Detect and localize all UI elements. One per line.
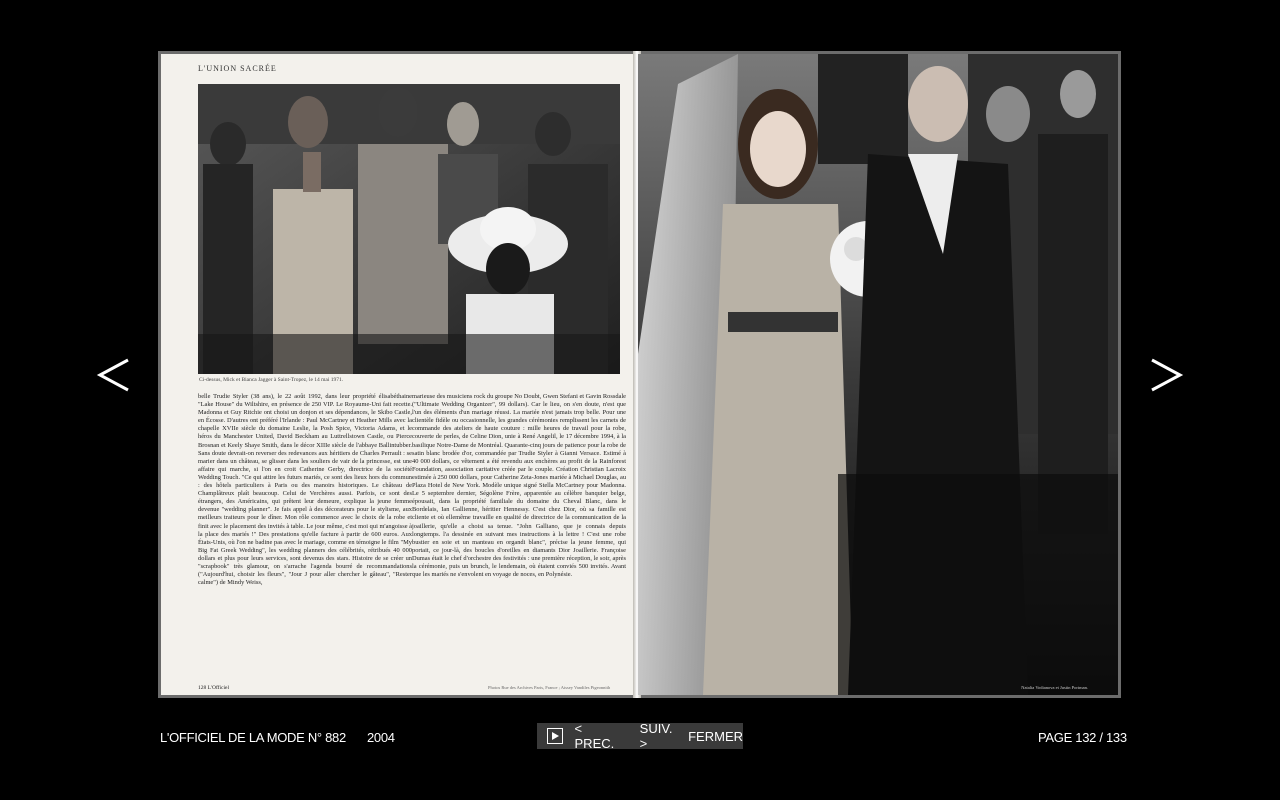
photo-credit-right: Natalia Vodianova et Justin Portman. (1021, 685, 1088, 690)
next-button[interactable]: SUIV. > (639, 721, 673, 751)
section-label: L'UNION SACRÉE (198, 64, 277, 73)
magazine-spread[interactable] (158, 51, 1121, 698)
prev-button[interactable]: < PREC. (574, 721, 615, 751)
chevron-right-icon (1146, 350, 1186, 400)
page-indicator: PAGE 132 / 133 (1038, 730, 1127, 745)
right-page (638, 54, 1118, 695)
next-page-arrow[interactable] (1146, 350, 1186, 400)
article-column-2: marieuse des musiciens rock du groupe No Doubt, Gwen Stefani et Gavin Rossdale ("Ultimate Wedding Organizer", 99 dollars). Car le lieu, on s'en doute, n'est que l'un des éléments d'un mariage réussi. La mariée n'est jamais trop belle. Pour une clientèle fidèle ou occasionnelle, les grandes cérémonies remplissent les carnets de commande des ateliers de haute couture : mille heures de travail pour la robe, couverte de perles, de Celine Dion, unie à René Angelil, le 17 décembre 1994, à la basilique Notre-Dame de Montréal. Quarante-cinq jours de patience pour la robe de satin blanc brodée d'or, commandée par Trudie Styler à Gianni Versace. Estimé à 40 000 dollars, ce vêtement a été revendu aux enchères au profit de la Rainforest Foundation, association caritative créée par le couple. Création Christian Lacroix estimée à 250 000 dollars, pour Catherine Zeta-Jones mariée à Michael Douglas, au Plaza Hotel de New York. Modèle unique signé Stella McCartney pour Madonna. Le 5 septembre dernier, Ségolène Frère, apparentée au célèbre banquier belge, épousait, dans la propriété familiale du domaine du Cheval Blanc, dans le Bordelais, Ian Gallienne, héritier Hennessy. C'est chez Dior, où sa famille est cliente et où ellemême travaille en qualité de directrice de la communication de la joaillerie, qu'elle a choisi sa tenue. "John Galliano, que je connais depuis longtemps. l'a dessinée en suivant mes instructions à la lettre ! C'est une robe bustier en soie et un manteau en organdi blanc", précise la jeune femme, qui portait, ce jour-là, des boucles d'oreilles en diamants Dior Joaillerie. Françoise Dumas était le chef d'orchestre des festivités : une première réception, le soir, après la cérémonie, puis un brunch, le lendemain, où étaient conviés 500 invités. Avant que les mariés ne s'envolent en voyage de noces, en Polynésie. (412, 393, 626, 579)
viewer-controls (537, 723, 743, 749)
play-button[interactable] (547, 728, 563, 744)
issue-year: 2004 (367, 730, 395, 745)
play-icon (551, 732, 559, 740)
photo-credit: Photos Rue des Archives Paris, France ; Aissey Vandiles Pigeonnith (488, 685, 611, 690)
chevron-left-icon (94, 350, 134, 400)
article-column-1: belle Trudie Styler (38 ans), le 22 août 1992, dans leur propriété élisabéthaine "Lake House" du Wiltshire, en présence de 250 VIP. Le Royaume-Uni fait recette. Madonna et Guy Ritchie ont choisi un donjon et ses dépendances, le Skibo Castle, en Écosse. D'autres ont préféré l'Irlande : Paul McCartney et Heather Mills avec la chapelle XVIIe siècle du domaine Leslie, la Posh Spice, Victoria Adams, et le héros du Manchester United, David Beckham au Luttrellstown Castle, ou Pierce Brosnan et Keely Shaye Smith, dans le décor XIIIe siècle de l'abbaye Ballintubber. Sans doute devrait-on reverser des redevances aux héritiers de Charles Perrault : se marier dans un château, se glisser dans les souliers de vair de la princesse, est une affaire qui marche, si l'on en croit Catherine Gerby, directrice de la société Wedding Touch. "Ce qui attire les futurs mariés, ce sont des lieux hors du commun : des hôtels particuliers à Paris ou des manoirs historiques. Le château de Champlâtreux plaît beaucoup. Celui de Verchères aussi. Parfois, ce sont des étrangers, des Américains, qui prêtent leur demeure, explique la jeune femme devenue "wedding planner". Je fais appel à des décorateurs pour le stylisme, aux meilleurs traiteurs pour le dîner. Mon rôle commence avec le choix de la robe et finit avec le placement des invités à table. Le jour même, c'est moi qui m'angoisse à la place des mariés !" Des prestations qu'elle facture à partir de 600 euros. Aux États-Unis, où l'on ne badine pas avec le mariage, comme en témoigne le film "My Big Fat Greek Wedding", les wedding planners des célébrités, rétribués 40 000 dollars et plus pour leurs services, sont devenus des stars. Histoire de se créer un "scrapbook" très glamour, on s'arrache l'agenda bourré de recommandations ("Aujourd'hui, choisir les fleurs", "Jour J pour aller chercher le gâteau", "Rester calme") de Mindy Weiss, (198, 393, 412, 587)
close-button[interactable]: FERMER (688, 728, 743, 744)
left-page (161, 54, 636, 695)
page-folio: 128 L'Officiel (198, 685, 229, 691)
wedding-photo-left (198, 84, 620, 374)
wedding-photo-right (638, 54, 1118, 695)
magazine-title: L'OFFICIEL DE LA MODE N° 882 (160, 730, 346, 745)
prev-page-arrow[interactable] (94, 350, 134, 400)
photo-caption: Ci-dessus, Mick et Bianca Jagger à Saint-Tropez, le 14 mai 1971. (199, 377, 344, 383)
